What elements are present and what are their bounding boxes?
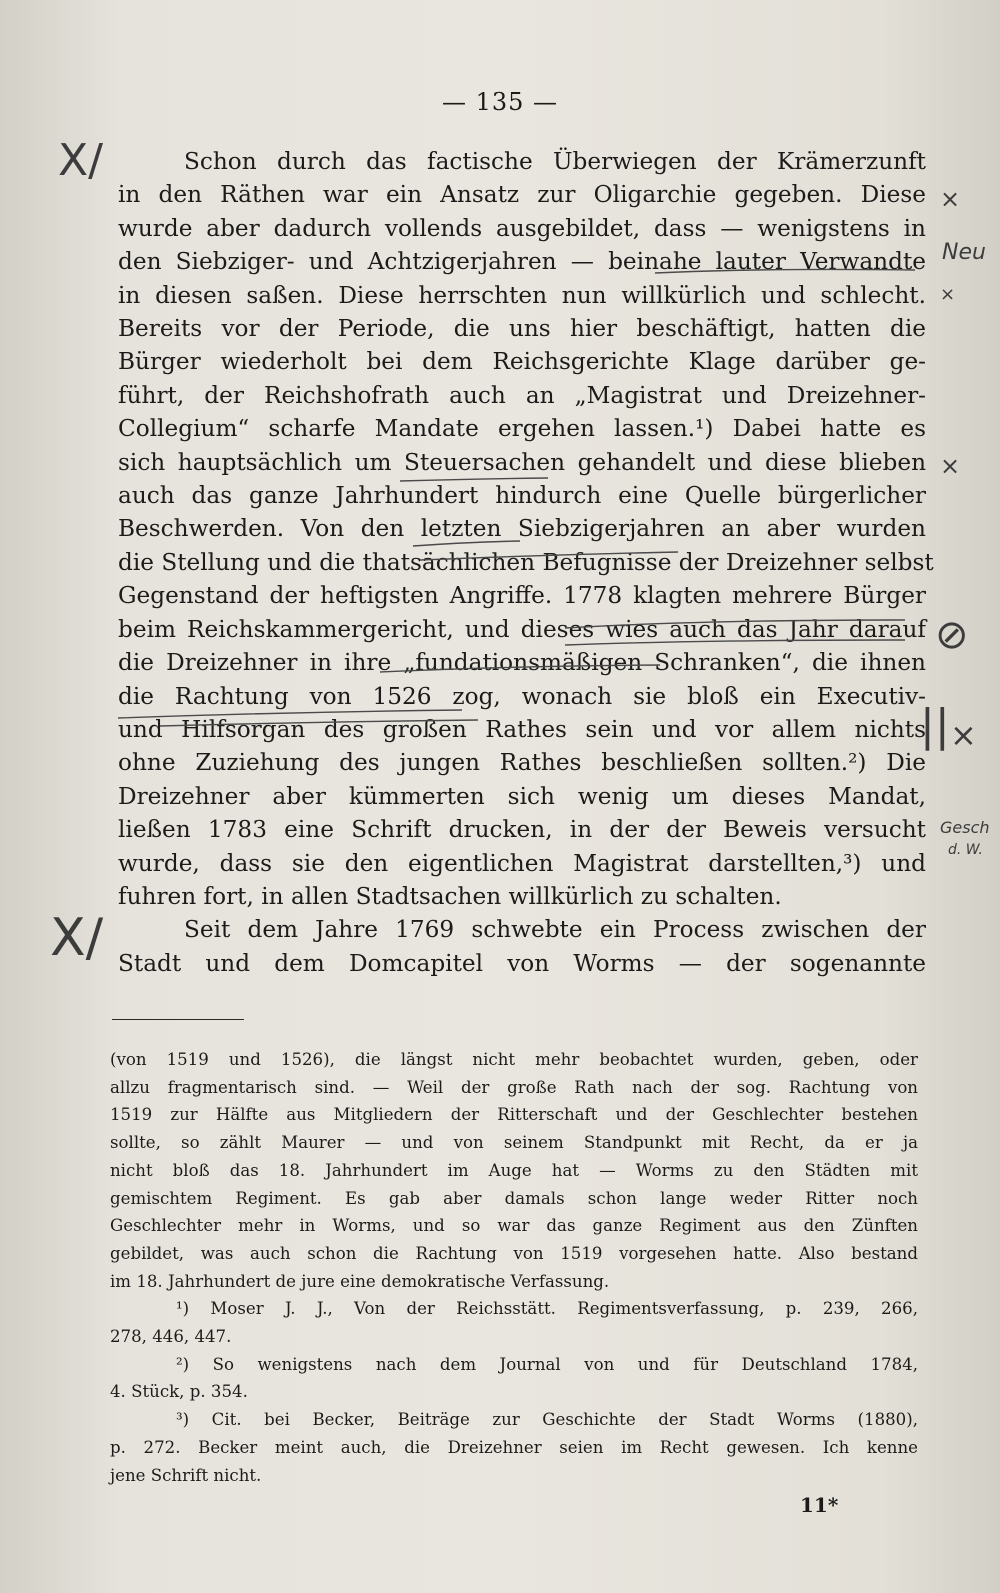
- underline-letzten: [413, 541, 520, 546]
- text-line: ohne Zuziehung des jungen Rathes beschließen sollten.²) Die: [118, 749, 926, 777]
- footnote-line: 278, 446, 447.: [110, 1327, 232, 1347]
- footnote-line: ¹) Moser J. J., Von der Reichsstätt. Regimentsverfassung, p. 239, 266,: [176, 1299, 918, 1319]
- text-line: in den Räthen war ein Ansatz zur Oligarchie gegeben. Diese: [118, 181, 926, 209]
- text-line: den Siebziger- und Achtzigerjahren — beinahe lauter Verwandte: [118, 248, 926, 276]
- strike-wies-auch-2: [565, 640, 905, 645]
- margin-mark-neu: Neu: [942, 240, 986, 265]
- footnote-line: allzu fragmentarisch sind. — Weil der große Rath nach der sog. Rachtung von: [110, 1077, 918, 1097]
- footnote-line: nicht bloß das 18. Jahrhundert im Auge hat — Worms zu den Städten mit: [110, 1160, 918, 1180]
- text-line: Seit dem Jahre 1769 schwebte ein Process zwischen der: [184, 916, 926, 944]
- margin-mark-gesch: Gesch: [940, 818, 990, 837]
- strike-grossen: [160, 720, 478, 726]
- margin-mark-gesch2: d. W.: [948, 842, 983, 858]
- margin-mark-x1: ×: [940, 185, 961, 213]
- footnote-line: (von 1519 und 1526), die längst nicht mehr beobachtet wurden, geben, oder: [110, 1050, 918, 1069]
- text-line: Beschwerden. Von den letzten Siebzigerjahren an aber wurden: [118, 515, 926, 543]
- footnote-line: ³) Cit. bei Becker, Beiträge zur Geschichte der Stadt Worms (1880),: [176, 1410, 918, 1430]
- text-line: Collegium“ scharfe Mandate ergehen lassen.¹) Dabei hatte es: [118, 415, 926, 443]
- footnote-line: im 18. Jahrhundert de jure eine demokratische Verfassung.: [110, 1271, 610, 1291]
- footnote-line: 1519 zur Hälfte aus Mitgliedern der Ritterschaft und der Geschlechter bestehen: [110, 1105, 918, 1125]
- footnote-line: gebildet, was auch schon die Rachtung von 1519 vorgesehen hatte. Also bestand: [110, 1243, 918, 1263]
- strike-wies-auch: [565, 620, 905, 628]
- text-line: beim Reichskammergericht, und dieses wies auch das Jahr darauf: [118, 615, 926, 643]
- text-line: Stadt und dem Domcapitel von Worms — der sogenannte: [118, 949, 926, 977]
- text-line: und Hilfsorgan des großen Rathes sein und vor allem nichts: [118, 715, 926, 743]
- margin-mark-first: X/: [58, 135, 103, 186]
- footnote-line: ²) So wenigstens nach dem Journal von und für Deutschland 1784,: [176, 1354, 918, 1374]
- footnote-line: jene Schrift nicht.: [110, 1465, 262, 1485]
- text-line: die Dreizehner in ihre „fundationsmäßigen Schranken“, die ihnen: [118, 649, 926, 677]
- text-line: Dreizehner aber kümmerten sich wenig um dieses Mandat,: [118, 782, 926, 810]
- footnote-line: p. 272. Becker meint auch, die Dreizehner seien im Recht gewesen. Ich kenne: [110, 1437, 918, 1457]
- text-line: ließen 1783 eine Schrift drucken, in der der Beweis versucht: [118, 816, 926, 844]
- text-line: fuhren fort, in allen Stadtsachen willkürlich zu schalten.: [118, 882, 782, 910]
- underline-lauter-verwandte: [655, 269, 915, 273]
- text-line: Bürger wiederholt bei dem Reichsgerichte Klage darüber ge-: [118, 348, 926, 376]
- underline-steuersachen: [400, 478, 548, 481]
- margin-mark-x2: ×: [940, 284, 956, 305]
- text-line: die Stellung und die thatsächlichen Befugnisse der Dreizehner selbst: [118, 548, 934, 576]
- strike-fundations: [380, 665, 660, 672]
- margin-mark-circle: ⊘: [935, 612, 969, 658]
- text-line: auch das ganze Jahrhundert hindurch eine Quelle bürgerlicher: [118, 482, 926, 510]
- text-line: Bereits vor der Periode, die uns hier beschäftigt, hatten die: [118, 315, 926, 343]
- text-line: wurde, dass sie den eigentlichen Magistrat darstellten,³) und: [118, 849, 926, 877]
- margin-mark-second: X/: [50, 908, 104, 968]
- text-line: sich hauptsächlich um Steuersachen gehandelt und diese blieben: [118, 448, 926, 476]
- page-number: — 135 —: [441, 88, 559, 116]
- text-line: wurde aber dadurch vollends ausgebildet, dass — wenigstens in: [118, 214, 926, 242]
- text-line: die Rachtung von 1526 zog, wonach sie bloß ein Executiv-: [118, 682, 926, 710]
- margin-mark-bars: ||: [920, 700, 950, 751]
- footnote-line: 4. Stück, p. 354.: [110, 1382, 248, 1402]
- strike-befugnisse: [420, 552, 678, 560]
- margin-mark-x4: ×: [950, 716, 977, 754]
- text-line: in diesen saßen. Diese herrschten nun willkürlich und schlecht.: [118, 281, 926, 309]
- underline-rachtung: [118, 710, 462, 718]
- footnote-line: sollte, so zählt Maurer — und von seinem Standpunkt mit Recht, da er ja: [110, 1133, 918, 1153]
- text-line: Gegenstand der heftigsten Angriffe. 1778 klagten mehrere Bürger: [118, 582, 926, 610]
- footnote-line: Geschlechter mehr in Worms, und so war das ganze Regiment aus den Zünften: [110, 1216, 918, 1236]
- footnote-line: gemischtem Regiment. Es gab aber damals schon lange weder Ritter noch: [110, 1188, 918, 1208]
- text-line: Schon durch das factische Überwiegen der Krämerzunft: [184, 148, 926, 175]
- margin-mark-x3: ×: [940, 452, 961, 480]
- text-line: führt, der Reichshofrath auch an „Magistrat und Dreizehner-: [118, 381, 926, 409]
- signature-mark: 11*: [800, 1493, 839, 1517]
